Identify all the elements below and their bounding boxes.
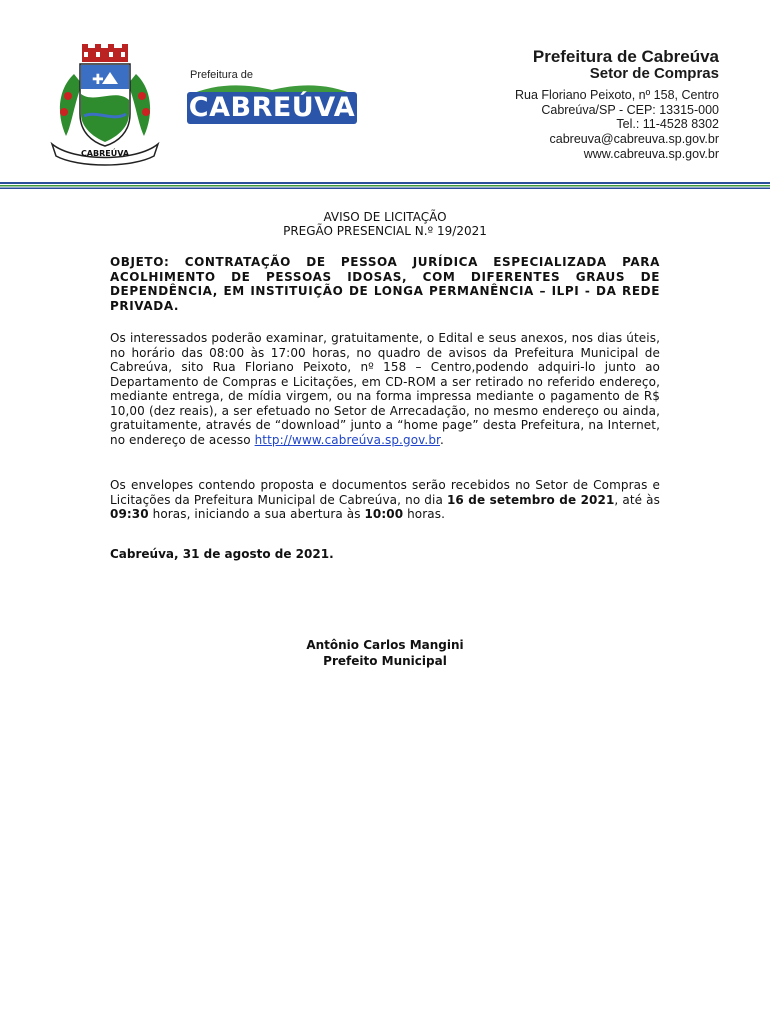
signatory-name: Antônio Carlos Mangini [306, 638, 464, 652]
signatory-role: Prefeito Municipal [323, 654, 447, 668]
header-sector: Setor de Compras [589, 65, 719, 82]
header-website[interactable]: www.cabreuva.sp.gov.br [583, 147, 719, 161]
header-phone: Tel.: 11-4528 8302 [616, 117, 719, 131]
logo-wordmark: CABREÚVA [188, 92, 356, 123]
paragraph-envelopes-text-2: , até às [614, 492, 660, 507]
coat-of-arms [44, 44, 166, 166]
crest-ribbon-text: CABREÚVA [80, 149, 130, 158]
crown-icon [82, 44, 128, 62]
header-email[interactable]: cabreuva@cabreuva.sp.gov.br [549, 132, 719, 146]
paragraph-envelopes [110, 478, 660, 522]
opening-time: 10:00 [364, 507, 404, 521]
paragraph-edital-end: . [439, 432, 444, 447]
paragraph-edital [110, 331, 660, 447]
header-city: Cabreúva/SP - CEP: 13315-000 [541, 103, 719, 117]
paragraph-edital-text: Os interessados poderão examinar, gratuitamente, o Edital e seus anexos, nos dias úteis, no horário das 08:00 às 17:00 horas, no quadro de avisos da Prefeitura Municipal de Cabreúva, sito Rua Floriano Peixoto, nº 158 – Centro,podendo adquiri-lo junto ao Departamento de Compras e Licitações, em CD-ROM a ser retirado no referido endereço, mediante entrega, de mídia virgem, ou na forma impressa mediante o pagamento de R$ 10,00 (dez reais), a ser efetuado no Setor de Arrecadação, no mesmo endereço ou ainda, gratuitamente, através de “download” junto a “home page” desta Prefeitura, na Internet, no endereço de acesso [110, 331, 660, 447]
leaf-right-icon [128, 74, 150, 136]
header-title: Prefeitura de Cabreúva [532, 47, 719, 66]
paragraph-envelopes-text: Os envelopes contendo proposta e documentos serão recebidos no Setor de Compras e Licitações da Prefeitura Municipal de Cabreúva, no dia [110, 478, 660, 507]
website-link[interactable]: http://www.cabreúva.sp.gov.br [254, 432, 440, 447]
paragraph-envelopes-text-3: horas, iniciando a sua abertura às [148, 507, 365, 521]
leaf-left-icon [60, 74, 82, 136]
header-address: Rua Floriano Peixoto, nº 158, Centro [515, 88, 719, 102]
delivery-time: 09:30 [110, 507, 149, 521]
header-divider [0, 182, 770, 189]
document-date: Cabreúva, 31 de agosto de 2021. [110, 547, 334, 561]
notice-subtitle: PREGÃO PRESENCIAL N.º 19/2021 [283, 224, 487, 238]
svg-text:✚: ✚ [92, 72, 104, 88]
notice-objeto: OBJETO: CONTRATAÇÃO DE PESSOA JURÍDICA ESPECIALIZADA PARA ACOLHIMENTO DE PESSOAS IDOSAS, COM DIFERENTES GRAUS DE DEPENDÊNCIA, EM INSTITUIÇÃO DE LONGA PERMANÊNCIA – ILPI - DA REDE PRIVADA. [110, 255, 660, 313]
paragraph-envelopes-text-4: horas. [403, 507, 446, 521]
notice-title: AVISO DE LICITAÇÃO [323, 210, 447, 224]
opening-date: 16 de setembro de 2021 [446, 492, 615, 507]
logo-prefix-text: Prefeitura de [190, 69, 253, 81]
